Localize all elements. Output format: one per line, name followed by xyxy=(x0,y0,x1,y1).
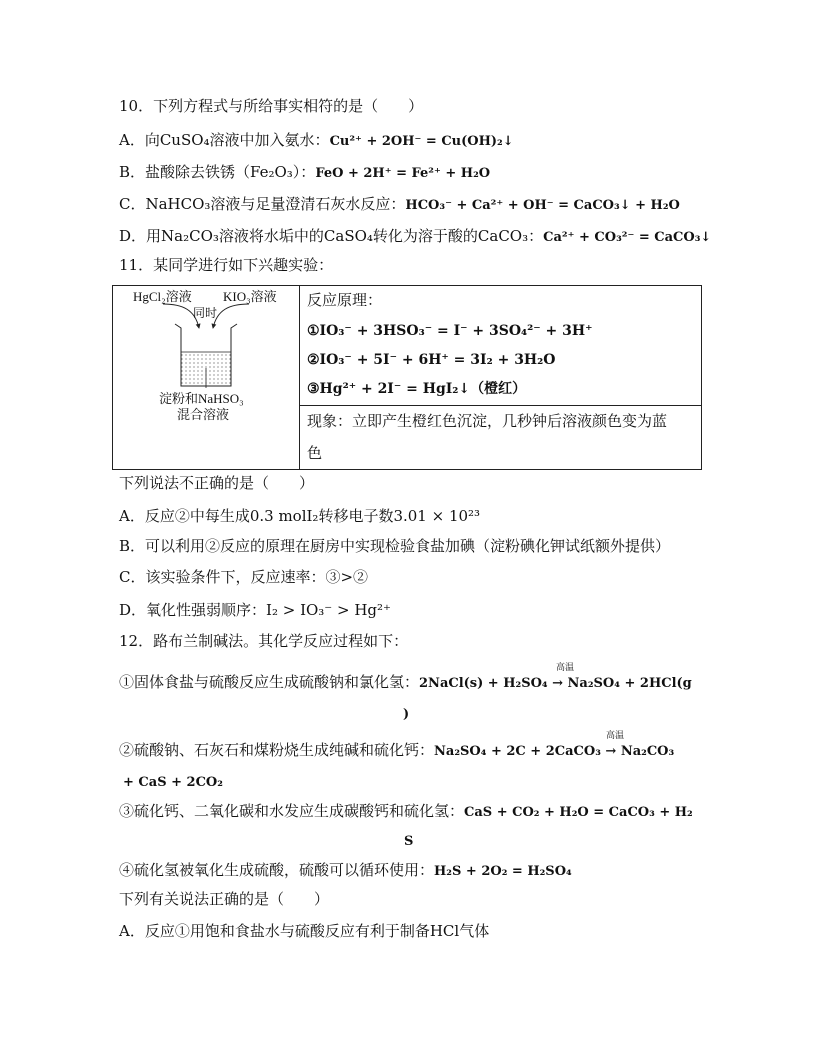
q10-option-a-equation: Cu²⁺ + 2OH⁻ = Cu(OH)₂↓ xyxy=(329,134,514,149)
q11-stem: 11．某同学进行如下兴趣实验： xyxy=(119,256,334,274)
reaction-2: ②IO₃⁻ + 5I⁻ + 6H⁺ = 3I₂ + 3H₂O xyxy=(307,352,556,368)
q12-step-4-text: ④硫化氢被氧化生成硫酸，硫酸可以循环使用： xyxy=(119,861,435,879)
right-reagent-label: KIO₃溶液 xyxy=(223,289,277,304)
condition-label-1: 高温 xyxy=(556,663,575,673)
q12-step-3-text: ③硫化钙、二氧化碳和水发应生成碳酸钙和硫化氢： xyxy=(119,802,465,820)
q10-option-d-equation: Ca²⁺ + CO₃²⁻ = CaCO₃↓ xyxy=(543,230,712,245)
q12-step-1 xyxy=(119,672,692,694)
q10-option-c-text: C．NaHCO₃溶液与足量澄清石灰水反应： xyxy=(119,195,406,213)
phenomenon-line2: 色 xyxy=(307,444,323,462)
q10-option-d xyxy=(119,226,711,248)
reaction-3: ③Hg²⁺ + 2I⁻ = HgI₂↓（橙红） xyxy=(307,381,527,397)
mixture-label-line1: 淀粉和NaHSO₃ xyxy=(159,391,244,406)
q12-question: 下列有关说法正确的是（ ） xyxy=(119,890,330,908)
q11-question: 下列说法不正确的是（ ） xyxy=(119,474,315,492)
q12-stem: 12．路布兰制碱法。其化学反应过程如下： xyxy=(119,632,409,650)
q12-step-2-text: ②硫酸钠、石灰石和煤粉烧生成纯碱和硫化钙： xyxy=(119,741,435,759)
q12-step-3 xyxy=(119,801,693,823)
q10-option-c xyxy=(119,194,680,216)
table-divider-horizontal xyxy=(299,405,701,406)
simultaneous-label: 同时 xyxy=(193,306,218,320)
q10-option-d-text: D．用Na₂CO₃溶液将水垢中的CaSO₄转化为溶于酸的CaCO₃： xyxy=(119,227,544,245)
q10-option-a xyxy=(119,130,514,152)
right-arrow-icon xyxy=(213,304,249,328)
q10-stem: 10．下列方程式与所给事实相符的是（ ） xyxy=(119,97,424,115)
q12-step-1-continuation: ) xyxy=(403,707,410,722)
q12-option-a: A．反应①用饱和食盐水与硫酸反应有利于制备HCl气体 xyxy=(119,922,490,940)
q12-step-4-equation: H₂S + 2O₂ = H₂SO₄ xyxy=(434,864,572,879)
q11-option-d: D．氧化性强弱顺序：I₂ > IO₃⁻ > Hg²⁺ xyxy=(119,601,391,619)
q12-step-1-text: ①固体食盐与硫酸反应生成硫酸钠和氯化氢： xyxy=(119,673,420,691)
q11-option-b: B．可以利用②反应的原理在厨房中实现检验食盐加碘（淀粉碘化钾试纸额外提供） xyxy=(119,537,671,555)
q12-step-3-continuation: S xyxy=(404,834,414,849)
q10-option-b-equation: FeO + 2H⁺ = Fe²⁺ + H₂O xyxy=(315,166,491,181)
q10-option-a-text: A．向CuSO₄溶液中加入氨水： xyxy=(119,131,330,149)
q12-step-2-equation: Na₂SO₄ + 2C + 2CaCO₃ → Na₂CO₃ xyxy=(434,744,675,759)
q12-step-2-continuation: + CaS + 2CO₂ xyxy=(123,775,223,790)
q12-step-1-equation: 2NaCl(s) + H₂SO₄ → Na₂SO₄ + 2HCl(g xyxy=(419,676,692,691)
q12-step-3-equation: CaS + CO₂ + H₂O = CaCO₃ + H₂ xyxy=(464,805,693,820)
q11-option-c: C．该实验条件下，反应速率：③>② xyxy=(119,568,369,586)
q11-option-a: A．反应②中每生成0.3 molI₂转移电子数3.01 × 10²³ xyxy=(119,507,481,525)
reaction-1: ①IO₃⁻ + 3HSO₃⁻ = I⁻ + 3SO₄²⁻ + 3H⁺ xyxy=(307,323,593,339)
table-divider-vertical xyxy=(299,286,300,469)
mixture-label-line2: 混合溶液 xyxy=(177,407,230,422)
q11-experiment-table xyxy=(112,285,702,470)
q12-step-2 xyxy=(119,740,674,762)
phenomenon-line1: 现象：立即产生橙红色沉淀，几秒钟后溶液颜色变为蓝 xyxy=(307,412,668,430)
principle-title: 反应原理： xyxy=(307,291,383,309)
condition-label-2: 高温 xyxy=(606,731,625,741)
q10-option-b xyxy=(119,162,490,184)
left-reagent-label: HgCl₂溶液 xyxy=(133,289,192,304)
q10-option-c-equation: HCO₃⁻ + Ca²⁺ + OH⁻ = CaCO₃↓ + H₂O xyxy=(405,198,680,213)
q12-step-4 xyxy=(119,860,572,882)
q10-option-b-text: B．盐酸除去铁锈（Fe₂O₃）： xyxy=(119,163,316,181)
